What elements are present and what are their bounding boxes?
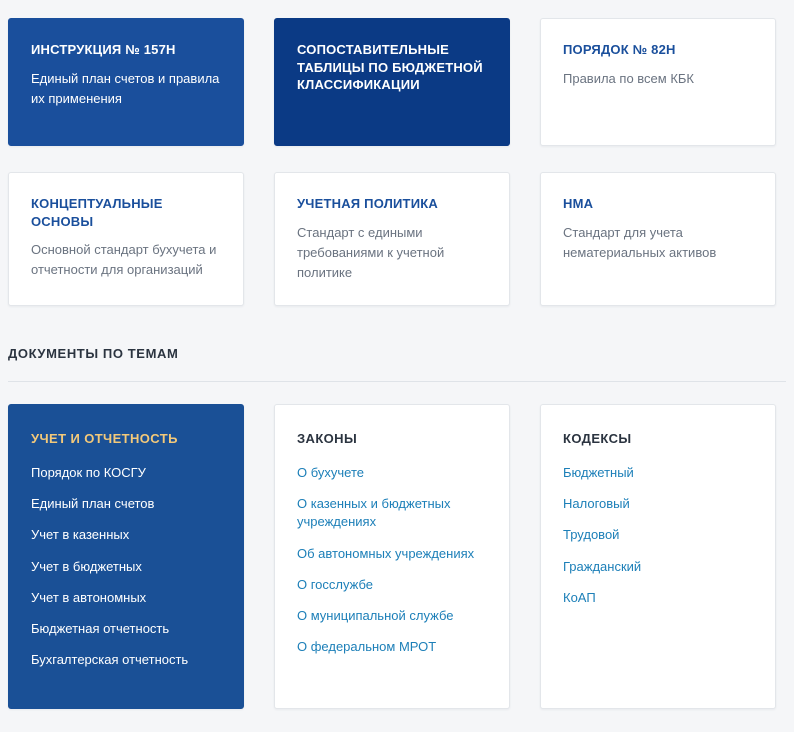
card-subtitle: Единый план счетов и правила их применения (31, 70, 220, 106)
list-item (297, 607, 487, 625)
topic-link[interactable]: О федеральном МРОТ (297, 639, 437, 655)
topics-grid (0, 382, 794, 709)
card-kontseptualnye-osnovy[interactable] (8, 172, 244, 306)
topic-link[interactable]: КоАП (563, 589, 596, 605)
card-title: УЧЕТНАЯ ПОЛИТИКА (297, 196, 438, 211)
card-title: СОПОСТАВИТЕЛЬНЫЕ ТАБЛИЦЫ ПО БЮДЖЕТНОЙ КЛАССИФИКАЦИИ (297, 42, 483, 93)
card-subtitle: Стандарт с едиными требованиями к учетной политике (297, 224, 445, 280)
list-item (297, 545, 487, 563)
list-item (31, 651, 221, 669)
topic-link-list (563, 464, 753, 607)
topic-link[interactable]: Гражданский (563, 558, 642, 574)
list-item (297, 638, 487, 656)
topic-title: КОДЕКСЫ (563, 430, 632, 446)
list-item (31, 464, 221, 482)
topic-title: УЧЕТ И ОТЧЕТНОСТЬ (31, 430, 178, 446)
topic-card-zakony (274, 404, 510, 709)
list-item (563, 495, 753, 513)
card-uchetnaya-politika[interactable] (274, 172, 510, 306)
topic-title: ЗАКОНЫ (297, 430, 358, 446)
list-item (297, 576, 487, 594)
section-heading-documents-by-topic: ДОКУМЕНТЫ ПО ТЕМАМ (8, 345, 179, 361)
topic-link-list (31, 464, 221, 669)
list-item (31, 558, 221, 576)
topic-link[interactable]: О казенных и бюджетных учреждениях (297, 496, 451, 530)
card-subtitle: Правила по всем КБК (563, 70, 694, 86)
list-item (297, 495, 487, 531)
topic-card-kodeksy (540, 404, 776, 709)
topic-link[interactable]: Порядок по КОСГУ (31, 464, 146, 480)
card-subtitle: Основной стандарт бухучета и отчетности для организаций (31, 242, 217, 278)
topic-link[interactable]: Бюджетная отчетность (31, 620, 170, 636)
card-nma[interactable] (540, 172, 776, 306)
list-item (563, 589, 753, 607)
topic-link[interactable]: О госслужбе (297, 576, 374, 592)
list-item (563, 464, 753, 482)
list-item (31, 589, 221, 607)
list-item (31, 495, 221, 513)
card-title: ИНСТРУКЦИЯ № 157Н (31, 42, 176, 57)
card-poryadok-82n[interactable] (540, 18, 776, 146)
topic-link[interactable]: Об автономных учреждениях (297, 545, 475, 561)
card-title: КОНЦЕПТУАЛЬНЫЕ ОСНОВЫ (31, 196, 163, 229)
topic-link[interactable]: Учет в казенных (31, 527, 130, 543)
card-instruktsiya-157n[interactable] (8, 18, 244, 146)
list-item (297, 464, 487, 482)
topic-link[interactable]: Трудовой (563, 527, 620, 543)
list-item (31, 620, 221, 638)
topic-link[interactable]: Бюджетный (563, 464, 634, 480)
card-title: ПОРЯДОК № 82Н (563, 42, 676, 57)
list-item (31, 526, 221, 544)
topic-link[interactable]: Учет в бюджетных (31, 558, 142, 574)
topic-link[interactable]: Бухгалтерская отчетность (31, 652, 189, 668)
list-item (563, 558, 753, 576)
card-subtitle: Стандарт для учета нематериальных активов (563, 224, 717, 260)
topic-link-list (297, 464, 487, 656)
list-item (563, 526, 753, 544)
featured-cards-grid (0, 0, 794, 306)
topic-link[interactable]: О муниципальной службе (297, 607, 454, 623)
topic-link[interactable]: О бухучете (297, 464, 364, 480)
topic-link[interactable]: Единый план счетов (31, 496, 155, 512)
topic-card-uchet-i-otchetnost (8, 404, 244, 709)
card-sopostavitelnye-tablitsy[interactable] (274, 18, 510, 146)
topic-link[interactable]: Налоговый (563, 496, 630, 512)
card-title: НМА (563, 196, 594, 211)
topic-link[interactable]: Учет в автономных (31, 589, 147, 605)
